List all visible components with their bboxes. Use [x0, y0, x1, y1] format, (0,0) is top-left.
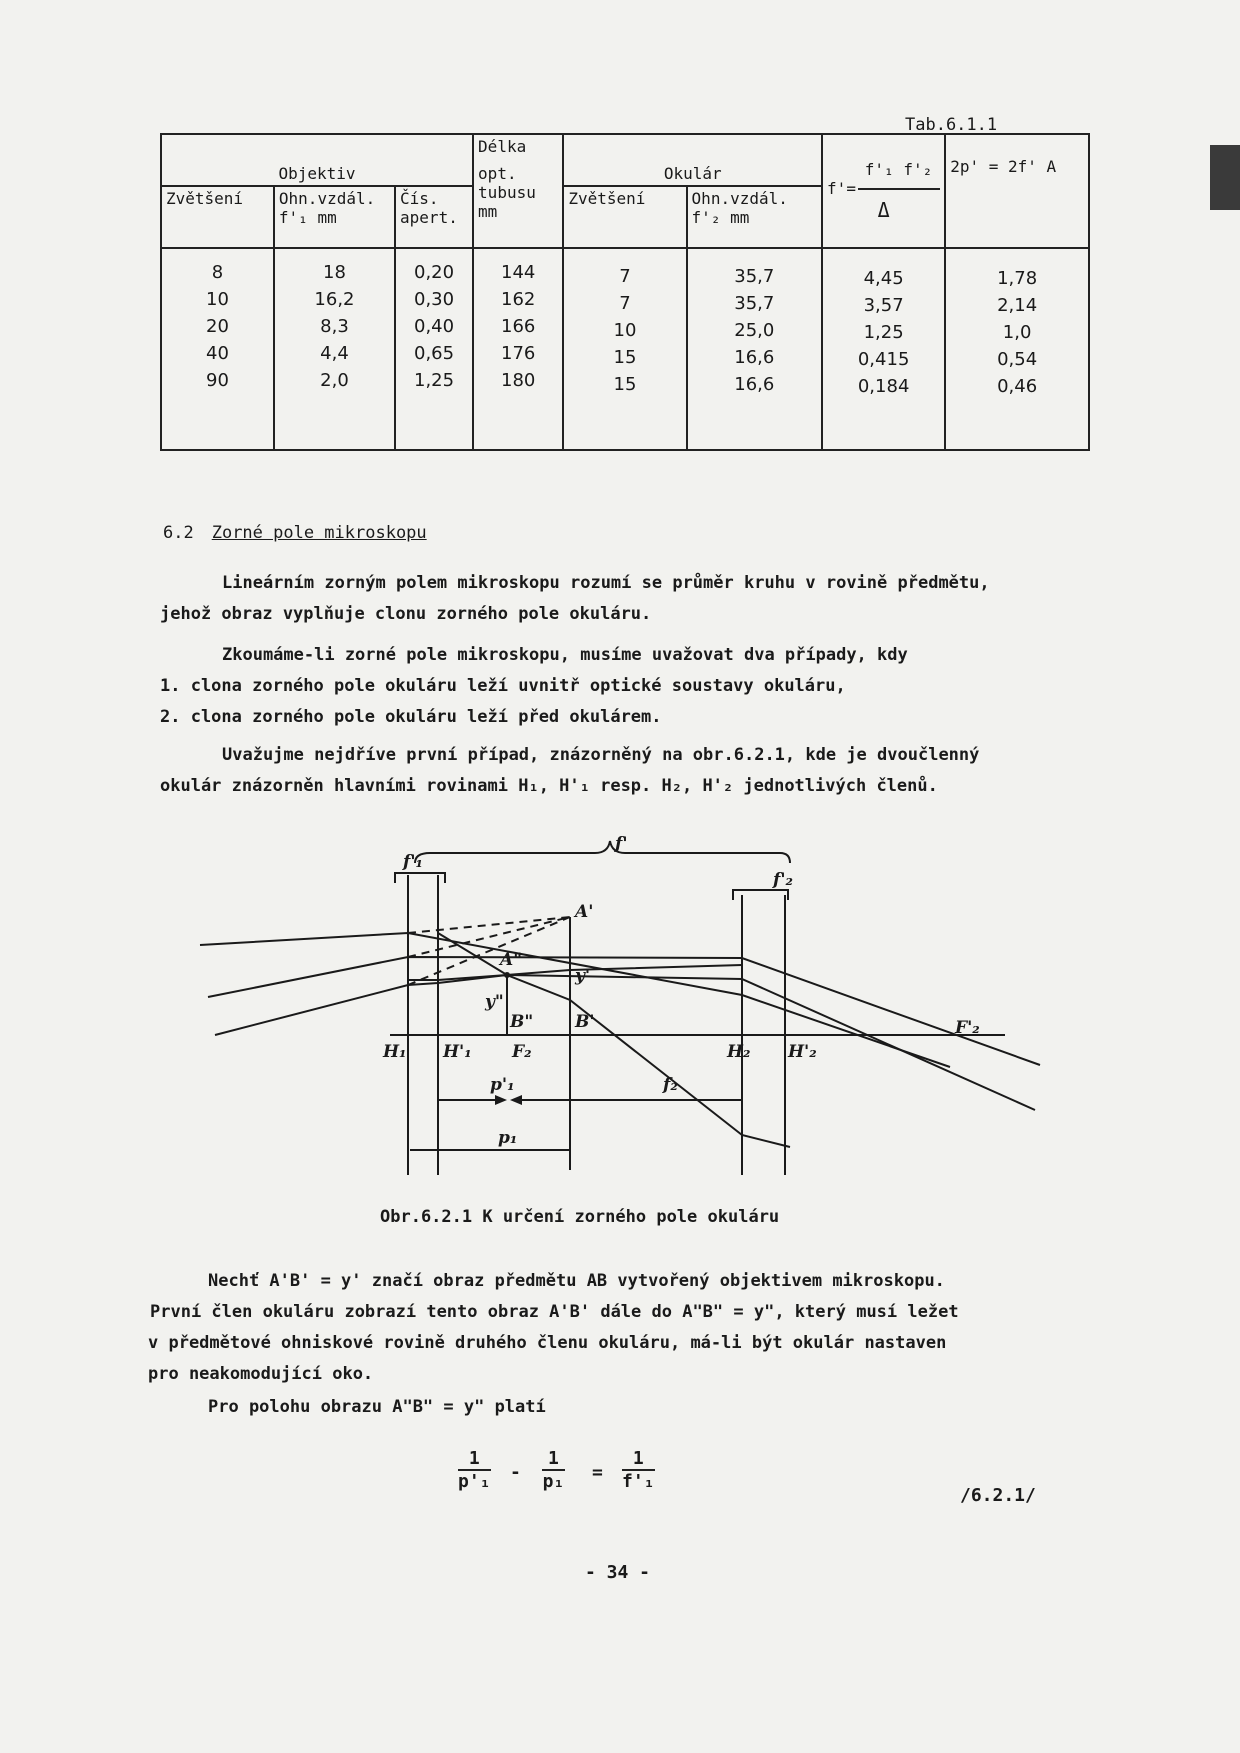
col-f2: 35,7 35,7 25,0 16,6 16,6	[687, 248, 823, 450]
header-okular: Okulár	[563, 134, 822, 186]
paragraph-5: Pro polohu obrazu A"B" = y" platí	[208, 1397, 546, 1417]
optics-diagram	[190, 835, 1070, 1185]
label-y2: y"	[485, 992, 504, 1012]
paragraph-3: Uvažujme nejdříve první případ, znázorněný na obr.6.2.1, kde je dvoučlenný okulár znázorněn hlavními rovinami H₁, H'₁ resp. H₂, H'₂ jednotlivých členů.	[160, 745, 980, 796]
label-p1p: p'₁	[490, 1075, 515, 1095]
arrowhead-p1p	[495, 1095, 507, 1105]
ray-1	[200, 933, 950, 1067]
equation-term-2: $\frac{1}{\text{p₁}}$	[542, 1448, 565, 1492]
col-2p: 1,78 2,14 1,0 0,54 0,46	[945, 248, 1089, 450]
label-f1: f'₁	[403, 852, 423, 872]
label-p1: p₁	[498, 1128, 518, 1148]
equation-equals: =	[592, 1462, 603, 1483]
arrowhead-f2	[510, 1095, 522, 1105]
label-F2: F₂	[512, 1042, 532, 1062]
point-A2	[504, 972, 510, 978]
label-f2: f'₂	[773, 870, 793, 890]
label-H2: H₂	[727, 1042, 751, 1062]
paragraph-1: Lineárním zorným polem mikroskopu rozumí se průměr kruhu v rovině předmětu, jehož obraz vyplňuje clonu zorného pole okuláru.	[160, 573, 990, 624]
header-ohn-ok: Ohn.vzdál. f'₂ mm	[687, 186, 823, 248]
label-H1: H₁	[383, 1042, 407, 1062]
equation-minus: -	[510, 1462, 521, 1483]
header-f: f'₁ f'₂ f'= Δ	[822, 134, 945, 248]
brace-f	[415, 841, 790, 863]
col-zvetseni-obj: 8 10 20 40 90	[161, 248, 274, 450]
label-f: f'	[615, 835, 628, 854]
paragraph-4: Nechť A'B' = y' značí obraz předmětu AB vytvořený objektivem mikroskopu. První člen okuláru zobrazí tento obraz A'B' dále do A"B" = y", který musí ležet v předmětové ohniskové rovině druhého členu okuláru, má-li být okulár nastaven pro neakomodující oko.	[148, 1271, 959, 1384]
data-table	[160, 133, 1090, 451]
equation-term-1: $\frac{1}{\text{p'₁}}$	[458, 1448, 491, 1492]
label-H2p: H'₂	[788, 1042, 817, 1062]
label-A2: A"	[500, 950, 523, 970]
label-H1p: H'₁	[443, 1042, 472, 1062]
header-delka: Délka opt. tubusu mm	[473, 134, 563, 248]
page-number: - 34 -	[585, 1562, 651, 1583]
col-f1: 18 16,2 8,3 4,4 2,0	[274, 248, 395, 450]
label-B2: B"	[510, 1012, 534, 1032]
scan-edge-mark	[1210, 145, 1240, 210]
equation-term-3: $\frac{1}{\text{f'₁}}$	[622, 1448, 655, 1492]
col-f: 4,45 3,57 1,25 0,415 0,184	[822, 248, 945, 450]
col-zvetseni-ok: 7 7 10 15 15	[563, 248, 686, 450]
equation-number: /6.2.1/	[960, 1485, 1036, 1506]
col-tubus: 144 162 166 176 180	[473, 248, 563, 450]
header-ohn-obj: Ohn.vzdál. f'₁ mm	[274, 186, 395, 248]
dashed-ray-1	[408, 917, 570, 933]
col-apert: 0,20 0,30 0,40 0,65 1,25	[395, 248, 473, 450]
section-heading: 6.2 Zorné pole mikroskopu	[163, 523, 427, 543]
figure-caption: Obr.6.2.1 K určení zorného pole okuláru	[380, 1207, 780, 1227]
label-f2b: f₂	[663, 1075, 678, 1095]
table-label: Tab.6.1.1	[905, 115, 998, 135]
header-objektiv: Objektiv	[161, 134, 473, 186]
label-F2p: F'₂	[955, 1018, 980, 1038]
label-y1: y'	[575, 966, 591, 986]
label-B1: B'	[575, 1012, 595, 1032]
header-apert: Čís. apert.	[395, 186, 473, 248]
header-2p: 2p' = 2f' A	[945, 134, 1089, 248]
header-zvetseni-obj: Zvětšení	[161, 186, 274, 248]
header-zvetseni-ok: Zvětšení	[563, 186, 686, 248]
paragraph-2: Zkoumáme-li zorné pole mikroskopu, musíme uvažovat dva případy, kdy 1. clona zorného pole okuláru leží uvnitř optické soustavy okuláru, 2. clona zorného pole okuláru leží před okulárem.	[160, 645, 908, 727]
label-A1: A'	[575, 902, 594, 922]
